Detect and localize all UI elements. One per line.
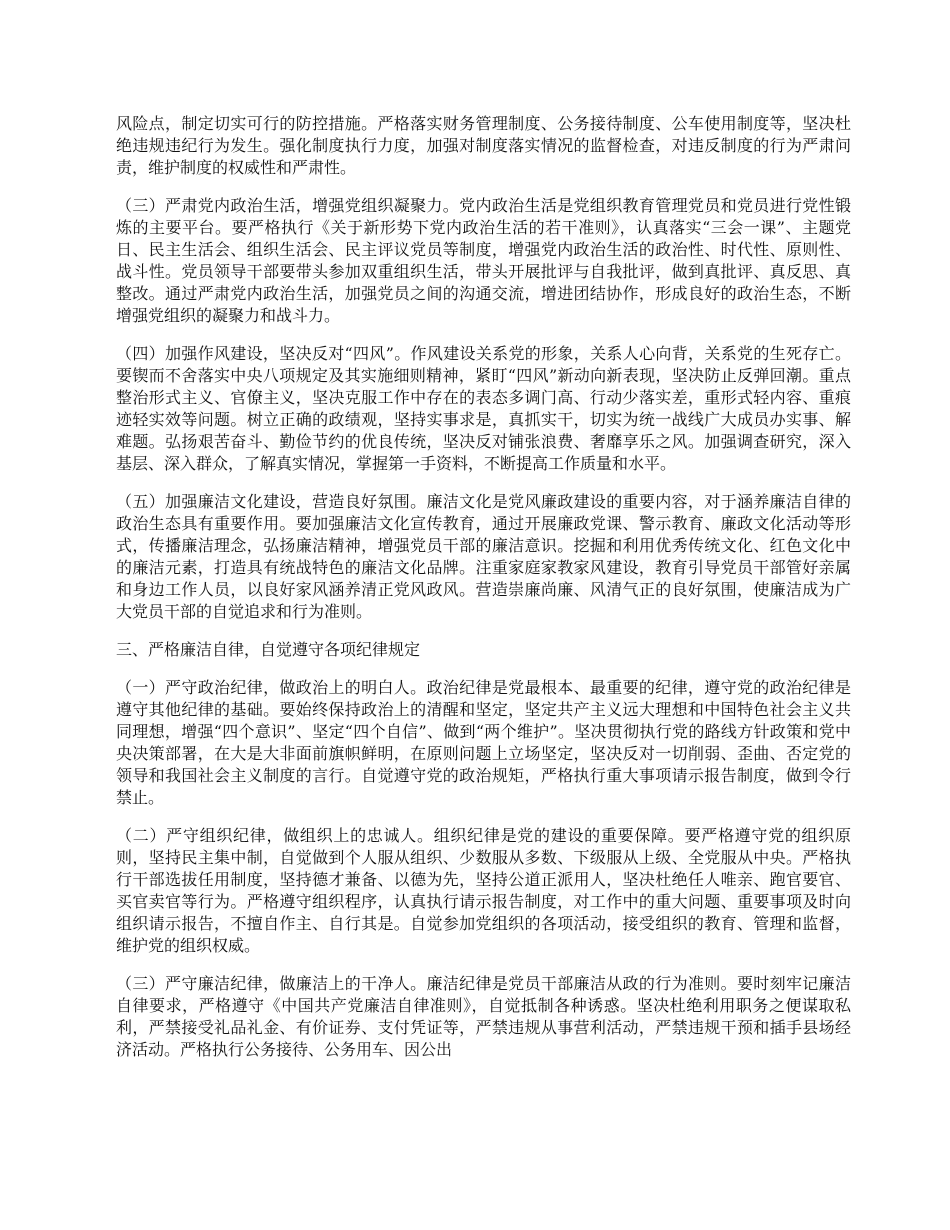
paragraph-party-political-life: （三）严肃党内政治生活，增强党组织凝聚力。党内政治生活是党组织教育管理党员和党员进行党性锻炼的主要平台。要严格执行《关于新形势下党内政治生活的若干准则》，认真落实“三会一课”、主题党日、民主生活会、组织生活会、民主评议党员等制度，增强党内政治生活的政治性、时代性、原则性、战斗性。党员领导干部要带头参加双重组织生活，带头开展批评与自我批评，做到真批评、真反思、真整改。通过严肃党内政治生活，加强党员之间的沟通交流，增进团结协作，形成良好的政治生态，不断增强党组织的凝聚力和战斗力。 [116,196,851,325]
paragraph-organizational-discipline: （二）严守组织纪律，做组织上的忠诚人。组织纪律是党的建设的重要保障。要严格遵守党的组织原则，坚持民主集中制，自觉做到个人服从组织、少数服从多数、下级服从上级、全党服从中央。严格执行干部选拔任用制度，坚持德才兼备、以德为先，坚持公道正派用人，坚决杜绝任人唯亲、跑官要官、买官卖官等行为。严格遵守组织程序，认真执行请示报告制度，对工作中的重大问题、重要事项及时向组织请示报告，不擅自作主、自行其是。自觉参加党组织的各项活动，接受组织的教育、管理和监督，维护党的组织权威。 [116,826,851,955]
paragraph-risk-control: 风险点，制定切实可行的防控措施。严格落实财务管理制度、公务接待制度、公车使用制度等，坚决杜绝违规违纪行为发生。强化制度执行力度，加强对制度落实情况的监督检查，对违反制度的行为严肃问责，维护制度的权威性和严肃性。 [116,114,851,177]
paragraph-political-discipline: （一）严守政治纪律，做政治上的明白人。政治纪律是党最根本、最重要的纪律，遵守党的政治纪律是遵守其他纪律的基础。要始终保持政治上的清醒和坚定，坚定共产主义远大理想和中国特色社会主义共同理想，增强“四个意识”、坚定“四个自信”、做到“两个维护”。坚决贯彻执行党的路线方针政策和党中央决策部署，在大是大非面前旗帜鲜明，在原则问题上立场坚定，坚决反对一切削弱、歪曲、否定党的领导和我国社会主义制度的言行。自觉遵守党的政治规矩，严格执行重大事项请示报告制度，做到令行禁止。 [116,678,851,807]
paragraph-integrity-culture: （五）加强廉洁文化建设，营造良好氛围。廉洁文化是党风廉政建设的重要内容，对于涵养廉洁自律的政治生态具有重要作用。要加强廉洁文化宣传教育，通过开展廉政党课、警示教育、廉政文化活动等形式，传播廉洁理念，弘扬廉洁精神，增强党员干部的廉洁意识。挖掘和利用优秀传统文化、红色文化中的廉洁元素，打造具有统战特色的廉洁文化品牌。注重家庭家教家风建设，教育引导党员干部管好亲属和身边工作人员，以良好家风涵养清正党风政风。营造崇廉尚廉、风清气正的良好氛围，使廉洁成为广大党员干部的自觉追求和行为准则。 [116,492,851,621]
paragraph-work-style: （四）加强作风建设，坚决反对“四风”。作风建设关系党的形象，关系人心向背，关系党的生死存亡。要锲而不舍落实中央八项规定及其实施细则精神，紧盯“四风”新动向新表现，坚决防止反弹回潮。重点整治形式主义、官僚主义，坚决克服工作中存在的表态多调门高、行动少落实差，重形式轻内容、重痕迹轻实效等问题。树立正确的政绩观，坚持实事求是，真抓实干，切实为统一战线广大成员办实事、解难题。弘扬艰苦奋斗、勤俭节约的优良传统，坚决反对铺张浪费、奢靡享乐之风。加强调查研究，深入基层、深入群众，了解真实情况，掌握第一手资料，不断提高工作质量和水平。 [116,344,851,473]
paragraph-integrity-discipline: （三）严守廉洁纪律，做廉洁上的干净人。廉洁纪律是党员干部廉洁从政的行为准则。要时刻牢记廉洁自律要求，严格遵守《中国共产党廉洁自律准则》，自觉抵制各种诱惑。坚决杜绝利用职务之便谋取私利，严禁接受礼品礼金、有价证券、支付凭证等，严禁违规从事营利活动，严禁违规干预和插手县场经济活动。严格执行公务接待、公务用车、因公出 [116,974,851,1059]
section-heading: 三、严格廉洁自律，自觉遵守各项纪律规定 [116,640,421,659]
document-body [116,113,851,1077]
